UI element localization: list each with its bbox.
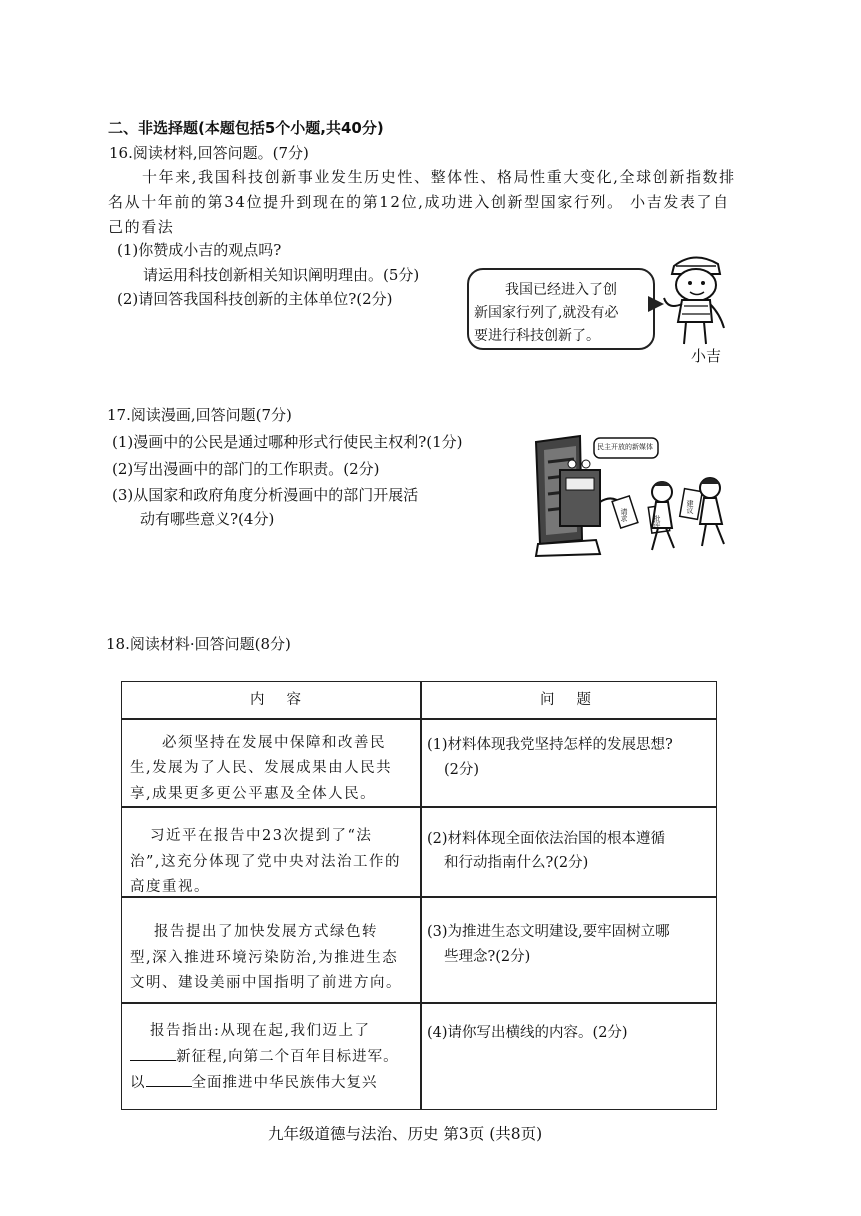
row1-question-line-1: (1)材料体现我党坚持怎样的发展思想? [427, 737, 673, 753]
table-row-divider [122, 896, 716, 898]
q16-sub1: (1)你赞成小吉的观点吗? [117, 241, 282, 259]
q16-para-line-3: 己的看法 [108, 218, 175, 236]
table-row-divider [122, 718, 716, 720]
row1-question-line-2: (2分) [444, 762, 480, 778]
fill-blank-1[interactable] [130, 1046, 176, 1061]
row2-content-line-2: 治”,这充分体现了党中央对法治工作的 [130, 854, 402, 870]
table-header-question: 问题 [540, 692, 613, 708]
row4-content-line-1: 报告指出:从现在起,我们迈上了 [150, 1023, 371, 1039]
row3-content-line-2: 型,深入推进环境污染防治,为推进生态 [130, 950, 399, 966]
q16-title: 16.阅读材料,回答问题。(7分) [109, 144, 309, 162]
row2-question-line-1: (2)材料体现全面依法治国的根本遵循 [427, 831, 666, 847]
row2-content-line-3: 高度重视。 [130, 879, 210, 895]
q17-sub3: (3)从国家和政府角度分析漫画中的部门开展活 [112, 486, 419, 504]
row1-content-line-1: 必须坚持在发展中保障和改善民 [162, 735, 386, 751]
bubble-line-3: 要进行科技创新了。 [474, 328, 600, 344]
bubble-line-2: 新国家行列了,就没有必 [474, 305, 619, 321]
row4-content-line-3-prefix: 以 [130, 1075, 146, 1091]
xiaoji-character-illustration [660, 252, 732, 348]
row2-content-line-1: 习近平在报告中23次提到了“法 [150, 828, 373, 844]
bubble-line-1: 我国已经进入了创 [505, 282, 617, 298]
row3-question-line-2: 些理念?(2分) [444, 949, 531, 965]
row4-content-line-3 [130, 1068, 378, 1098]
table-row-divider [122, 1002, 716, 1004]
row4-question-line-1: (4)请你写出横线的内容。(2分) [427, 1025, 628, 1041]
q17-sub1: (1)漫画中的公民是通过哪种形式行使民主权利?(1分) [112, 433, 463, 451]
row4-content-line-2-text: 新征程,向第二个百年目标进军。 [176, 1049, 399, 1065]
q16-para-line-2: 名从十年前的第34位提升到现在的第12位,成功进入创新型国家行列。 小吉发表了自 [108, 193, 730, 211]
row1-content-line-2: 生,发展为了人民、发展成果由人民共 [130, 760, 393, 776]
cartoon-sign-text: 民主开放的新媒体 [597, 443, 653, 451]
row3-question-line-1: (3)为推进生态文明建设,要牢固树立哪 [427, 924, 670, 940]
row3-content-line-3: 文明、建设美丽中国指明了前进方向。 [130, 975, 402, 991]
row1-content-line-3: 享,成果更多更公平惠及全体人民。 [130, 786, 377, 802]
q17-sub3-cont: 动有哪些意义?(4分) [140, 510, 275, 528]
section-title: 二、非选择题(本题包括5个小题,共40分) [108, 119, 384, 137]
row2-question-line-2: 和行动指南什么?(2分) [444, 855, 589, 871]
cartoon-paper-2: 批评 [653, 515, 661, 529]
q17-title: 17.阅读漫画,回答问题(7分) [107, 406, 292, 424]
character-name-label: 小吉 [691, 347, 722, 365]
q18-table [121, 681, 717, 1110]
q16-para-line-1: 十年来,我国科技创新事业发生历史性、整体性、格局性重大变化,全球创新指数排 [142, 168, 736, 186]
q17-sub2: (2)写出漫画中的部门的工作职责。(2分) [112, 460, 380, 478]
page-footer: 九年级道德与法治、历史 第3页 (共8页) [268, 1125, 543, 1143]
q16-sub2: (2)请回答我国科技创新的主体单位?(2分) [117, 290, 393, 308]
row4-content-line-3-text: 全面推进中华民族伟大复兴 [191, 1075, 378, 1091]
row3-content-line-1: 报告提出了加快发展方式绿色转 [154, 924, 378, 940]
q16-sub1-note: 请运用科技创新相关知识阐明理由。(5分) [143, 266, 420, 284]
table-header-content: 内容 [250, 692, 323, 708]
cartoon-paper-3: 建议 [686, 500, 694, 514]
q18-title: 18.阅读材料·回答问题(8分) [106, 635, 291, 653]
fill-blank-2[interactable] [146, 1072, 192, 1087]
cartoon-paper-1: 请求 [620, 508, 628, 522]
